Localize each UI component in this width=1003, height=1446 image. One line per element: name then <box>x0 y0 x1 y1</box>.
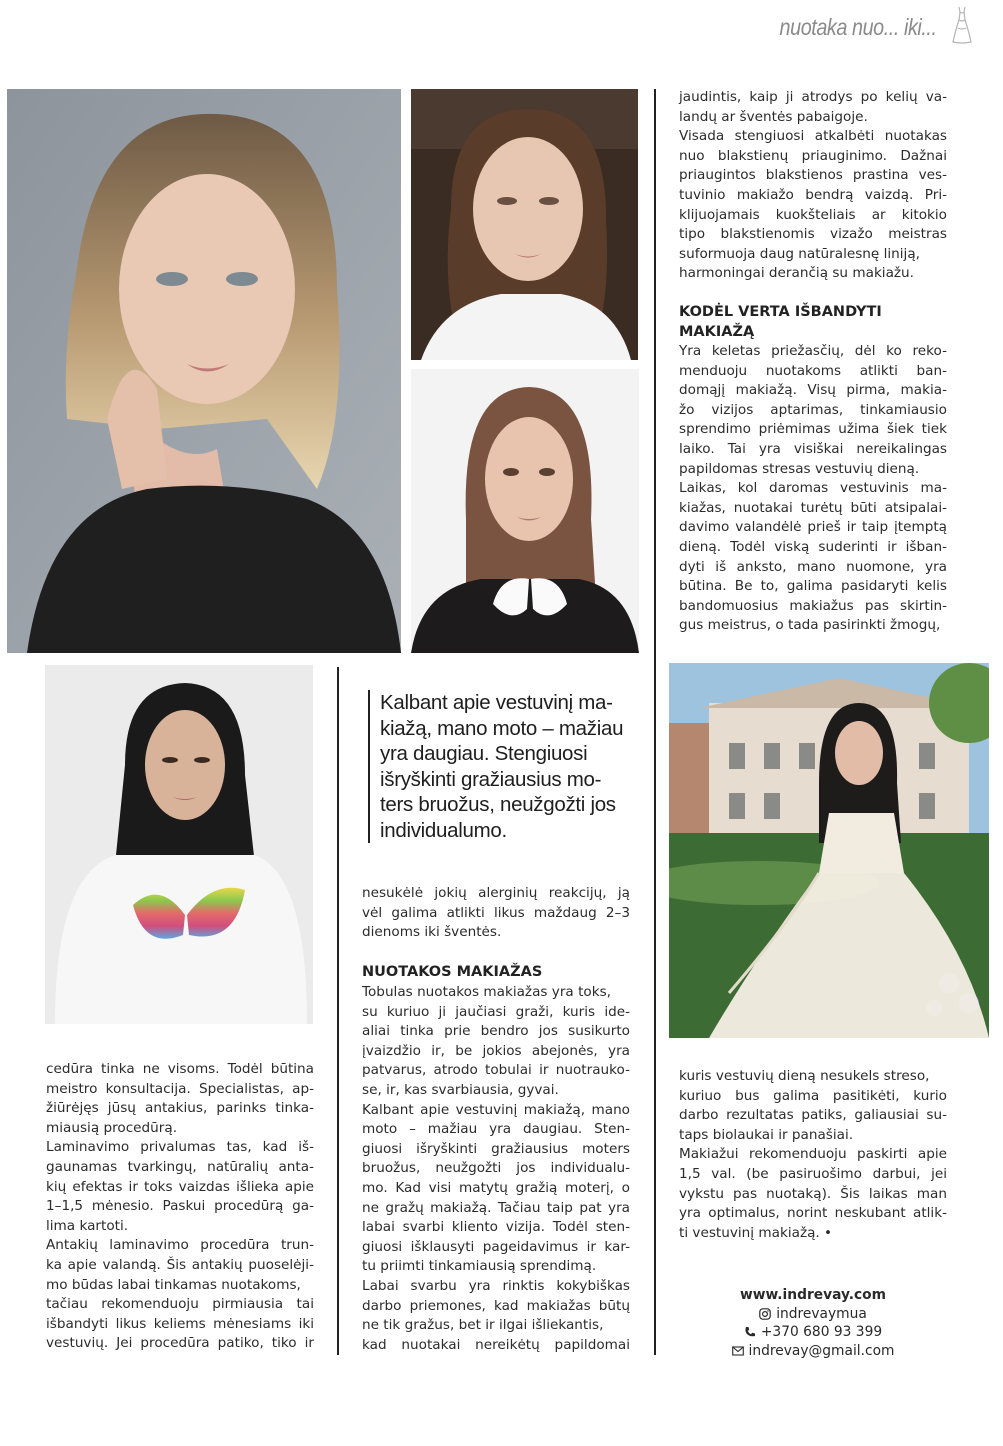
photo-butterfly-tshirt-model <box>45 665 313 1024</box>
quote-line: yra daugiau. Stengiuosi <box>380 742 588 765</box>
text-line: mo būdas labai tinkamas nuotakoms, <box>46 1276 301 1293</box>
column-left-bottom-text <box>46 1060 314 1354</box>
text-line: Visada stengiuosi atkalbėti nuotakas <box>679 128 947 145</box>
quote-line: išryškinti gražiausius mo- <box>380 767 602 791</box>
text-line: Laminavimo privalumas tas, kad iš- <box>46 1139 314 1156</box>
photo-wavy-hair-model <box>411 89 638 360</box>
text-line: meistro konsultacija. Specialistas, ap- <box>46 1080 314 1097</box>
phone-number[interactable]: +370 680 93 399 <box>760 1324 883 1341</box>
text-line: moto – mažiau yra daugiau. Sten- <box>362 1121 630 1138</box>
text-line: ne tik gražus, bet ir ilgai išliekantis, <box>362 1317 604 1334</box>
text-line: dyti iš anksto, mano nuomone, yra <box>679 558 947 575</box>
text-line: cedūra tinka ne visoms. Todėl būtina <box>46 1061 314 1077</box>
text-line: Laikas, kol daromas vestuvinis ma- <box>679 480 947 497</box>
text-line: bandomuosius makiažus pas skirtin- <box>679 597 947 614</box>
text-line: dieną. Todėl viską suderinti ir išban- <box>679 538 947 555</box>
instagram-icon <box>759 1308 771 1320</box>
text-line: tipo blakstienomis vizažo meistras <box>679 226 947 243</box>
email-address[interactable]: indrevay@gmail.com <box>748 1342 895 1359</box>
text-line: giuosi išklausyti pageidavimus ir kar- <box>362 1238 630 1255</box>
text-line: kiažas, nuotakai turėtų būti atsipalai- <box>679 499 947 516</box>
text-line: 1–1,5 mėnesio. Paskui procedūrą ga- <box>46 1198 314 1215</box>
text-line: mo. Kad visi matytų gražią moterį, o <box>362 1179 630 1196</box>
text-line: vykstu pas nuotaką). Šis laikas man <box>679 1185 947 1202</box>
quote-line: Kalbant apie vestuvinį ma- <box>380 691 613 714</box>
text-line: sprendimo priėmimas užima šiek tiek <box>679 421 947 438</box>
running-header: nuotaka nuo... iki... <box>779 14 937 40</box>
text-line: patvarus, atrodo tobulai ir nuotrauko- <box>362 1062 630 1079</box>
text-line: įvaizdžio ir, be jokios abejonės, yra <box>362 1042 630 1059</box>
text-line: klijuojamais kuokšteliais ar kitokio <box>679 206 947 223</box>
column-middle-bottom-text <box>362 983 630 1355</box>
website-link[interactable]: www.indrevay.com <box>739 1287 887 1303</box>
column-right-bottom-text <box>679 1067 947 1243</box>
contact-block <box>680 1286 946 1360</box>
text-line: Makiažui rekomenduoju paskirti apie <box>679 1146 947 1163</box>
text-line: tu priimti tinkamiausią sprendimą. <box>362 1258 597 1275</box>
pull-quote <box>368 690 656 843</box>
column-right-top-text <box>679 88 947 284</box>
text-line: Tobulas nuotakos makiažas yra toks, <box>362 984 612 1000</box>
text-line: kad nuotakai nereikėtų papildomai <box>362 1336 630 1353</box>
heading-bride-makeup: NUOTAKOS MAKIAŽAS <box>362 964 543 980</box>
text-line: domąjį makiažą. Visų pirma, makia- <box>679 382 947 399</box>
text-line: ne gražų makiažą. Tačiau taip pat yra <box>362 1199 630 1216</box>
text-line: harmoningai derančią su makiažu. <box>679 265 914 282</box>
text-line: darbo rezultatas patiks, galiausiai su- <box>679 1107 947 1124</box>
text-line: Antakių laminavimo procedūra trun- <box>46 1237 314 1254</box>
text-line: dienoms iki šventės. <box>362 924 502 941</box>
text-line: lima kartoti. <box>46 1217 129 1234</box>
text-line: žo vizijos aptarimas, tinkamiausio <box>679 401 947 418</box>
text-line: būtina. Be to, galima pasidaryti kelis <box>679 578 947 595</box>
mail-icon <box>732 1345 744 1357</box>
phone-icon <box>744 1326 756 1338</box>
text-line: suformuoja daug natūralesnę liniją, <box>679 245 920 262</box>
photo-butterfly-collar-model <box>411 369 639 653</box>
text-line: se, ir, kas svarbiausia, gyvai. <box>362 1081 559 1098</box>
text-line: tuvinio makiažo bendrą vaizdą. Pri- <box>679 186 947 203</box>
text-line: Labai svarbu yra rinktis kokybiškas <box>362 1277 630 1294</box>
text-line: taps biolaukai ir panašiai. <box>679 1126 854 1143</box>
text-line: kuris vestuvių dieną nesukels streso, <box>679 1068 930 1084</box>
heading-why-try-makeup: KODĖL VERTA IŠBANDYTI MAKIAŽĄ <box>679 304 882 340</box>
text-line: Yra keletas priežasčių, dėl ko reko- <box>679 343 947 359</box>
instagram-handle[interactable]: indrevaymua <box>776 1305 867 1322</box>
text-line: kių efektas ir toks vaizdas išlieka apie <box>46 1178 314 1195</box>
text-line: gaunamas tvarkingų, natūralių anta- <box>46 1158 314 1175</box>
wedding-dress-icon <box>951 4 973 44</box>
column-right-top-text-2 <box>679 342 947 636</box>
text-line: bruožus, neužgožti jos individualu- <box>362 1160 630 1177</box>
quote-line: individualumo. <box>380 818 507 842</box>
text-line: išbandyti likus keliems mėnesiams iki <box>46 1315 314 1332</box>
text-line: nuo blakstienų priauginimo. Dažnai <box>679 147 947 164</box>
text-line: papildomas stresas vestuvių dieną. <box>679 460 920 477</box>
text-line: su kuriuo ji jaučiasi graži, kuris ide- <box>362 1003 630 1020</box>
text-line: yra optimalus, norint neskubant atlik- <box>679 1205 947 1222</box>
text-line: gus meistrus, o tada pasirinkti žmogų, <box>679 617 941 634</box>
quote-line: kiažą, mano moto – mažiau <box>380 716 624 740</box>
text-line: laiko. Tai yra visiškai nereikalingas <box>679 440 947 457</box>
photo-blonde-model <box>7 89 401 653</box>
text-line: žiūrėjęs jūsų antakius, parinks tinka- <box>46 1100 314 1117</box>
text-line: vėl galima atlikti likus maždaug 2–3 <box>362 904 630 921</box>
column-divider-left <box>337 667 339 1355</box>
text-line: aliai tinka prie bendro jos susikurto <box>362 1023 630 1040</box>
text-line: miausią procedūrą. <box>46 1119 178 1136</box>
text-line: priaugintos blakstienos prastina ves- <box>679 167 947 184</box>
text-line: menduoju nuotakoms atlikti ban- <box>679 362 947 379</box>
text-line: jaudintis, kaip ji atrodys po kelių va- <box>679 89 947 105</box>
column-middle-top-text <box>362 884 630 943</box>
text-line: vestuvių. Jei procedūra patiko, tiko ir <box>46 1335 314 1352</box>
text-line: nesukėlė jokių alerginių reakcijų, ją <box>362 885 630 901</box>
text-line: ka apie valandą. Šis antakių puoselėji- <box>46 1256 314 1273</box>
text-line: tačiau rekomenduoju pirmiausia tai <box>46 1296 314 1313</box>
text-line: ti vestuvinį makiažą. • <box>679 1224 833 1241</box>
quote-line: ters bruožus, neužgožti jos <box>380 793 616 816</box>
text-line: Kalbant apie vestuvinį makiažą, mano <box>362 1101 630 1118</box>
text-line: 1,5 val. (be pasiruošimo darbui, jei <box>679 1165 947 1182</box>
text-line: davimo valandėlė prieš ir taip įtemptą <box>679 519 947 536</box>
text-line: giuosi išryškinti gražiausius moters <box>362 1140 630 1157</box>
text-line: landų ar šventės pabaigoje. <box>679 108 868 125</box>
text-line: labai svarbi kliento vizija. Todėl sten- <box>362 1219 630 1236</box>
text-line: darbo priemones, kad makiažas būtų <box>362 1297 630 1314</box>
text-line: kuriuo bus galima pasitikėti, kurio <box>679 1087 947 1104</box>
photo-bride-garden <box>669 663 989 1038</box>
